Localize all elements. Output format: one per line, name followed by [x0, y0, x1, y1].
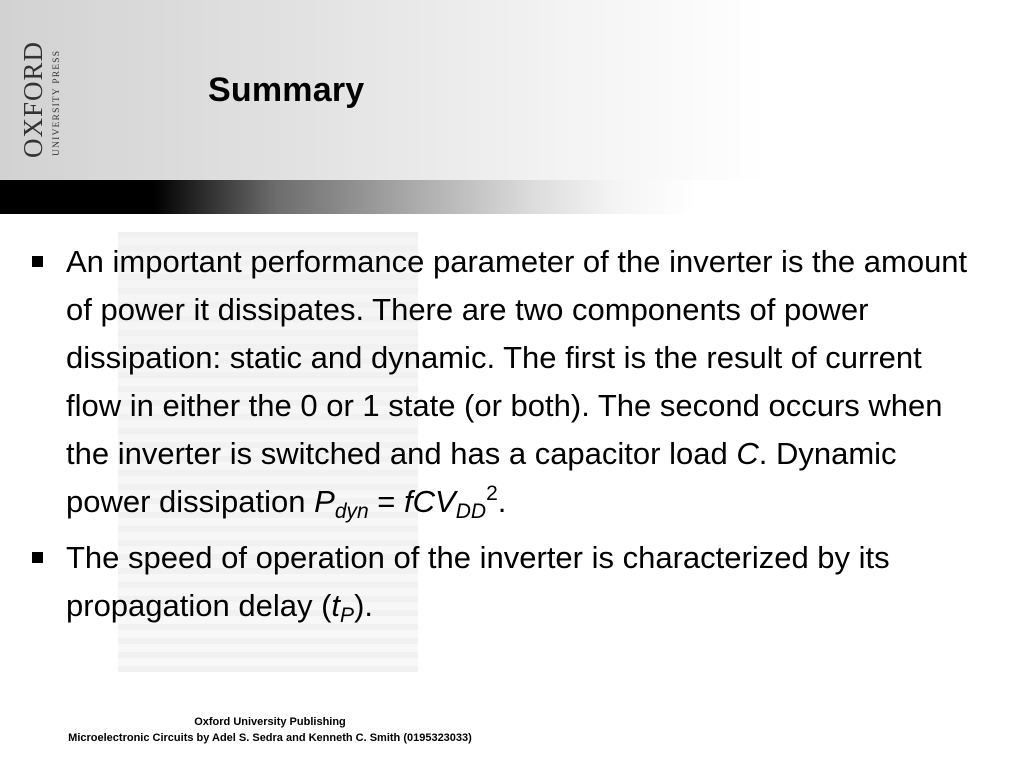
- bullet-end: .: [497, 484, 507, 519]
- bullet-item-speed: [32, 534, 982, 630]
- var-c: C: [736, 436, 759, 471]
- bullet-text: An important performance parameter of the inverter is the amount of power it dissipates. There are two components of power dissipation: static and dynamic. The first is the result of current flow in either the 0 or 1 state (or both). The second occurs when the inverter is switched and has a capacitor load: [66, 244, 968, 471]
- slide-title: Summary: [208, 71, 365, 109]
- square-bullet-icon: [32, 552, 43, 563]
- oxford-logo: [15, 20, 65, 160]
- logo-sub: UNIVERSITY PRESS: [52, 49, 62, 156]
- bullet-text-b: . Dynamic power dissipation: [66, 436, 897, 519]
- equals-sign: =: [368, 484, 405, 519]
- logo-name: OXFORD: [18, 40, 48, 158]
- header-background: [0, 0, 1024, 180]
- slide-body: [32, 238, 982, 638]
- footer: [0, 714, 540, 746]
- footer-citation: Microelectronic Circuits by Adel S. Sedra and Kenneth C. Smith (0195323033): [68, 732, 472, 744]
- bullet-text: The speed of operation of the inverter is characterized by its propagation delay (: [66, 540, 890, 623]
- exponent: 2: [486, 482, 498, 505]
- sub-p: P: [340, 604, 355, 627]
- var-p: P: [314, 484, 335, 519]
- header-gradient-band: [0, 180, 1024, 214]
- var-t: t: [331, 588, 341, 623]
- bullet-item-power: [32, 238, 982, 526]
- bullet-end: ).: [354, 588, 373, 623]
- sub-dyn: dyn: [334, 500, 369, 523]
- sub-dd: DD: [455, 500, 487, 523]
- footer-publisher: Oxford University Publishing: [194, 716, 346, 728]
- var-fcv: fCV: [404, 484, 456, 519]
- square-bullet-icon: [32, 256, 43, 267]
